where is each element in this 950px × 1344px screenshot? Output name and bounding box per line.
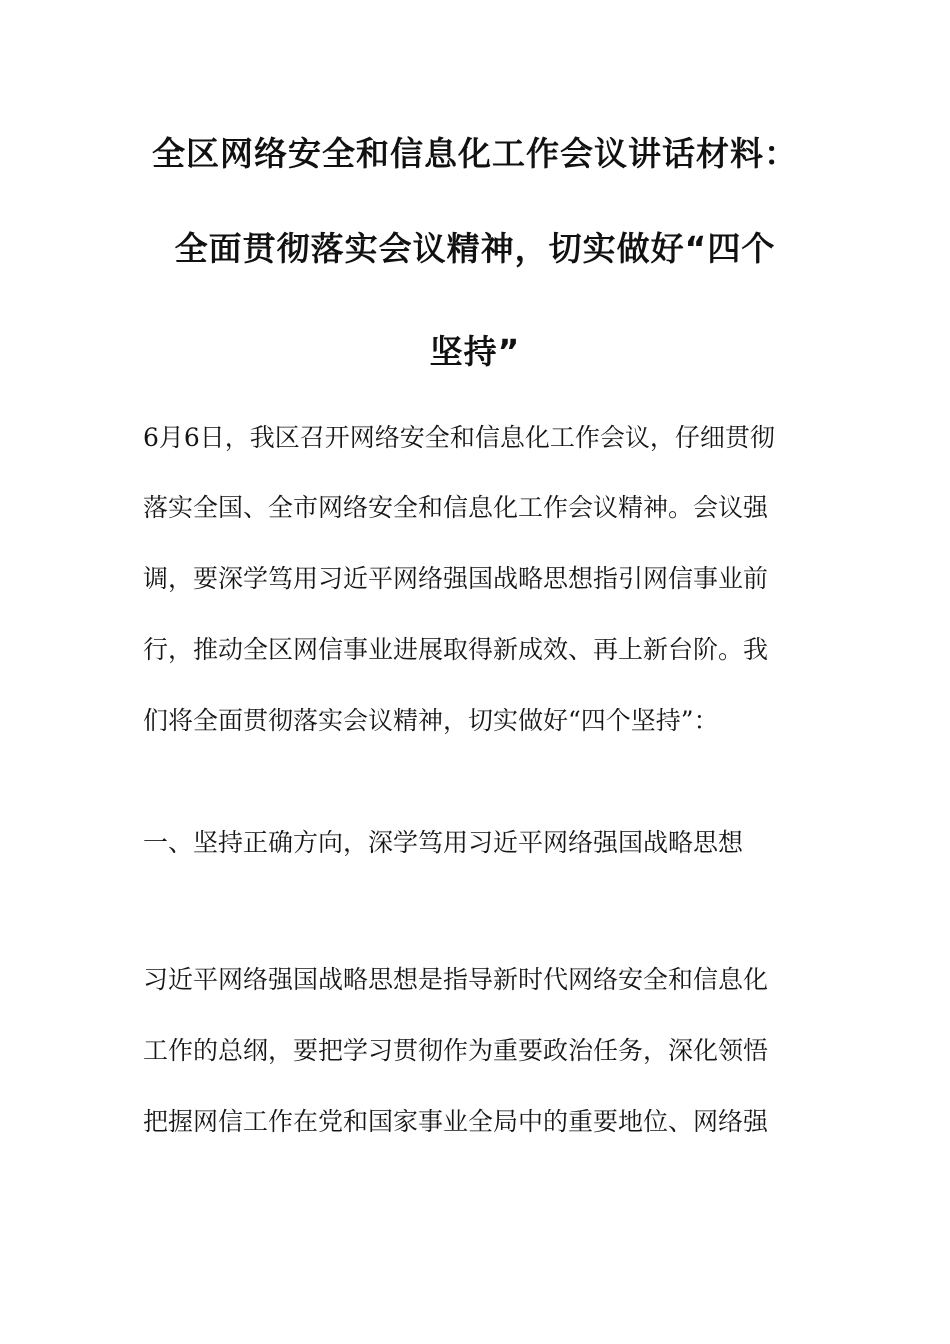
section-body-line-2: 工作的总纲，要把学习贯彻作为重要政治任务，深化领悟	[143, 1036, 769, 1065]
intro-line-3: 调，要深学笃用习近平网络强国战略思想指引网信事业前	[143, 564, 769, 593]
section-body-line-1: 习近平网络强国战略思想是指导新时代网络安全和信息化	[143, 965, 769, 994]
intro-line-2: 落实全国、全市网络安全和信息化工作会议精神。会议强	[143, 493, 769, 522]
section-heading: 一、坚持正确方向，深学笃用习近平网络强国战略思想	[143, 828, 744, 857]
title-line-1: 全区网络安全和信息化工作会议讲话材料：	[152, 134, 798, 173]
intro-line-1: 6月6日，我区召开网络安全和信息化工作会议，仔细贯彻	[143, 423, 775, 452]
intro-line-4: 行，推动全区网信事业进展取得新成效、再上新台阶。我	[143, 635, 769, 664]
title-line-3: 坚持”	[429, 332, 521, 371]
section-body-line-3: 把握网信工作在党和国家事业全局中的重要地位、网络强	[143, 1107, 769, 1136]
title-line-2: 全面贯彻落实会议精神，切实做好“四个	[174, 229, 776, 268]
intro-line-5: 们将全面贯彻落实会议精神，切实做好“四个坚持”：	[143, 706, 719, 735]
